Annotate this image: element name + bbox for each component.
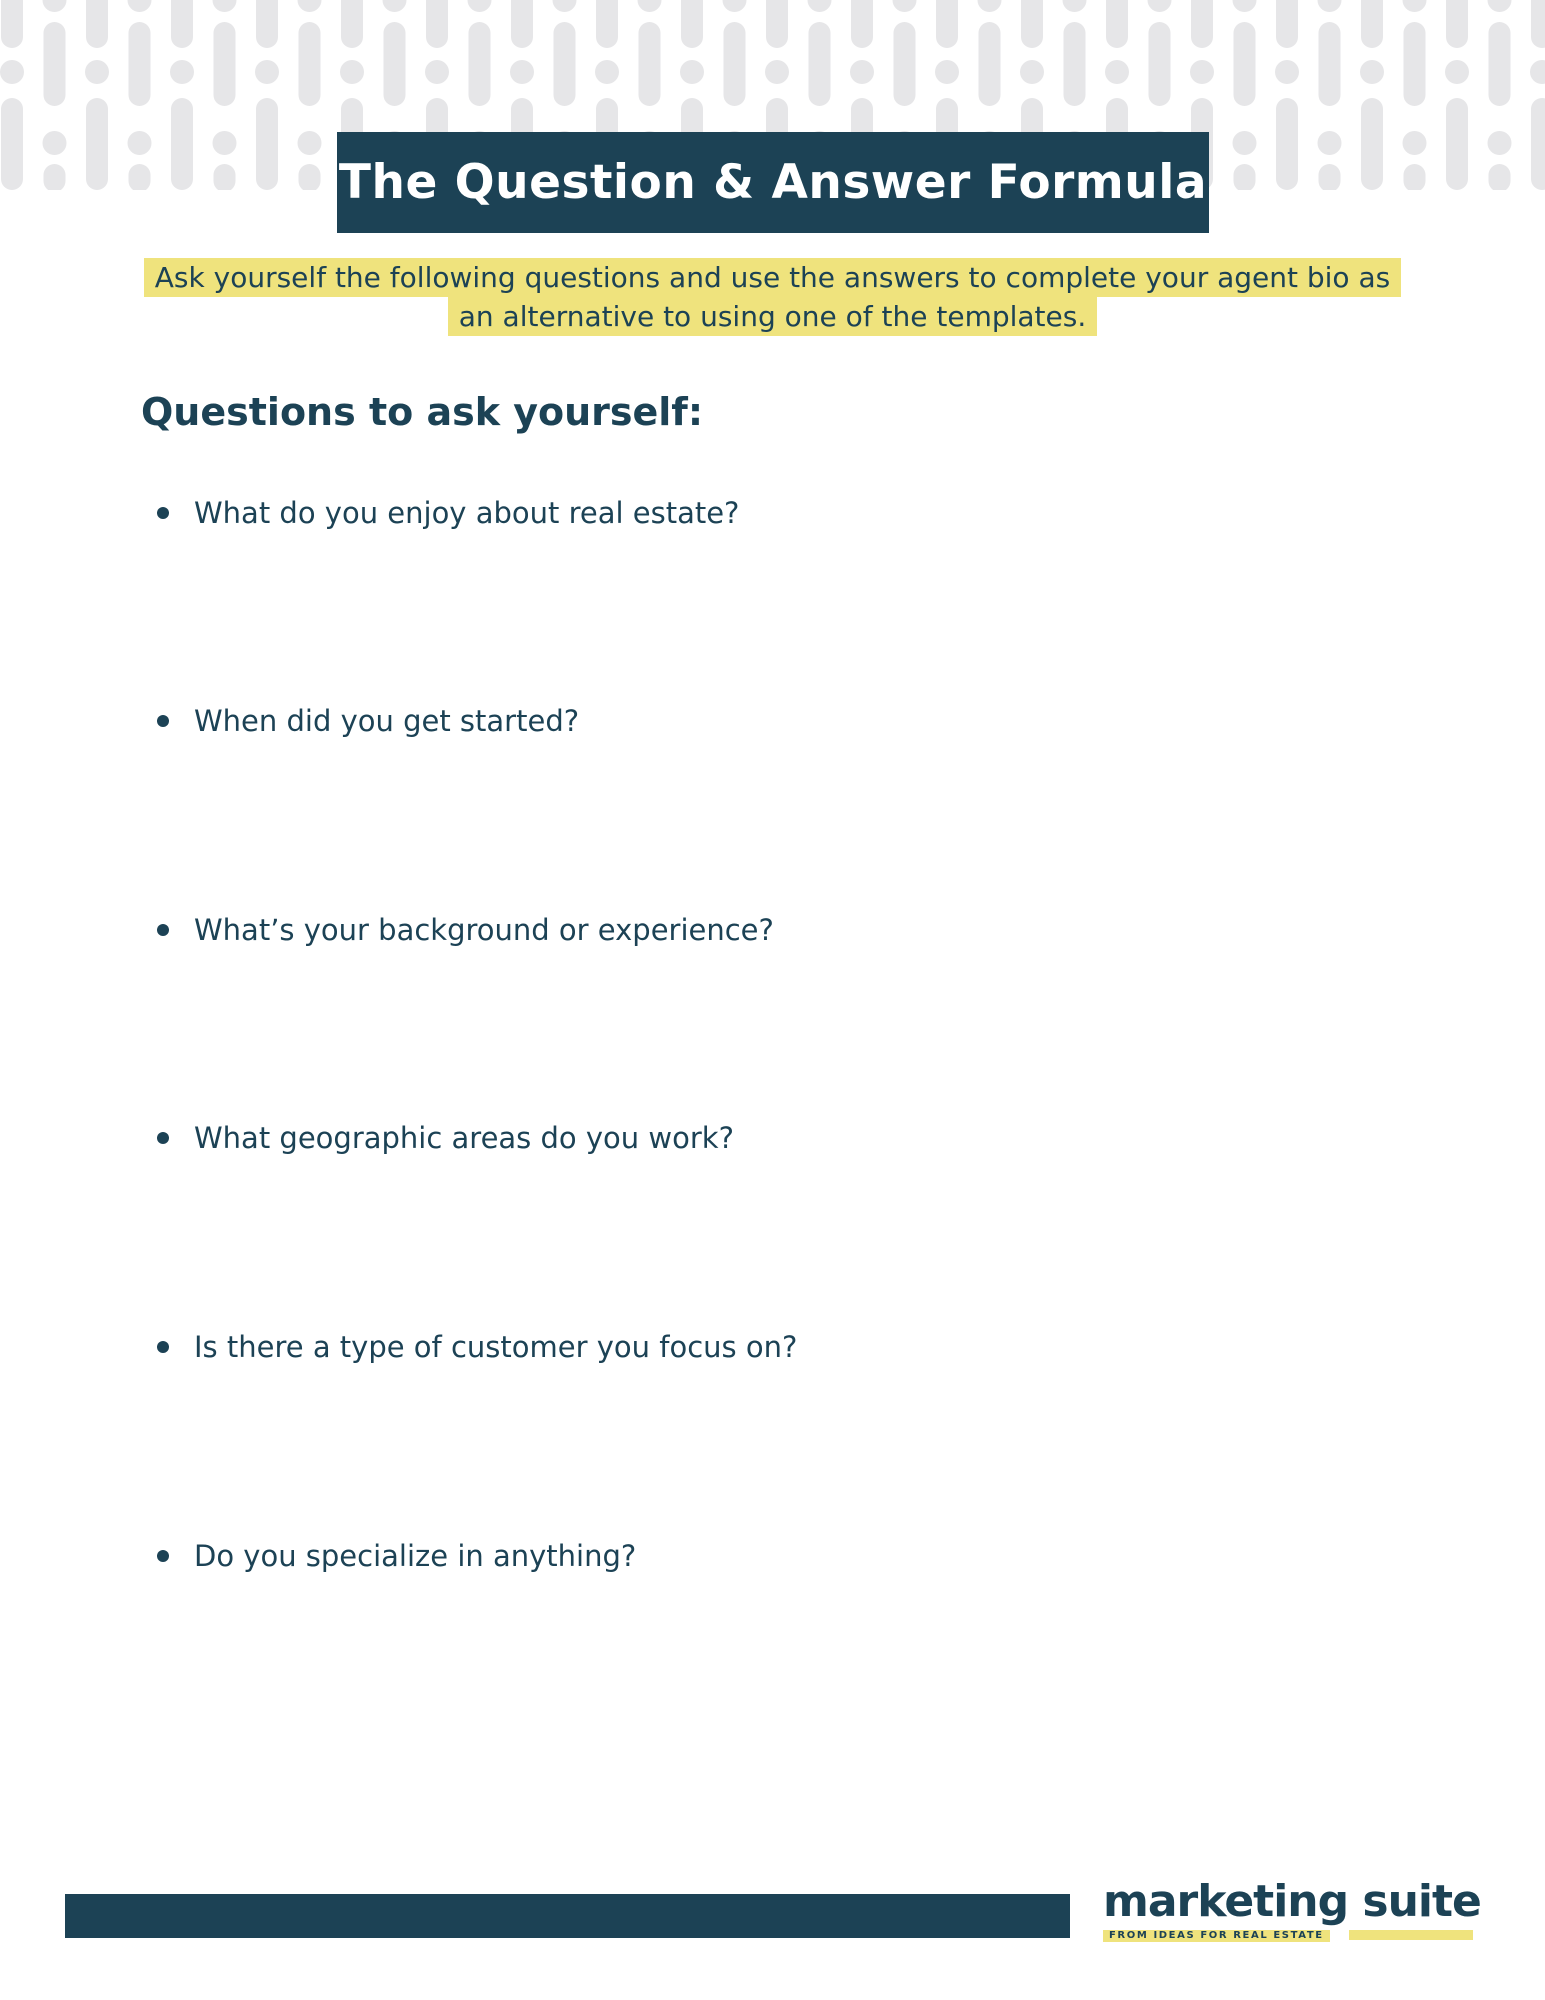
pattern-bar bbox=[894, 22, 916, 106]
pattern-bar bbox=[426, 0, 448, 48]
logo-tagline: FROM IDEAS FOR REAL ESTATE bbox=[1103, 1930, 1330, 1942]
pattern-bar bbox=[1276, 0, 1298, 48]
pattern-bar bbox=[1319, 164, 1341, 190]
pattern-bar bbox=[129, 164, 151, 190]
pattern-dot bbox=[1233, 131, 1257, 155]
pattern-dot bbox=[170, 60, 194, 84]
pattern-bar bbox=[1149, 22, 1171, 106]
page-title: The Question & Answer Formula bbox=[338, 155, 1208, 210]
pattern-dot bbox=[595, 60, 619, 84]
question-item bbox=[157, 493, 739, 533]
footer-bar bbox=[65, 1894, 1070, 1938]
pattern-bar bbox=[1531, 98, 1545, 190]
pattern-bar bbox=[1361, 0, 1383, 48]
pattern-bar bbox=[214, 22, 236, 106]
bullet-icon bbox=[157, 715, 169, 727]
pattern-bar bbox=[724, 22, 746, 106]
pattern-bar bbox=[299, 164, 321, 190]
pattern-dot bbox=[1445, 60, 1469, 84]
pattern-bar bbox=[1531, 0, 1545, 48]
pattern-dot bbox=[1105, 60, 1129, 84]
question-text: What geographic areas do you work? bbox=[194, 1121, 734, 1155]
pattern-bar bbox=[1489, 164, 1511, 190]
pattern-dot bbox=[425, 60, 449, 84]
pattern-bar bbox=[1106, 0, 1128, 48]
bullet-icon bbox=[157, 1132, 169, 1144]
question-item bbox=[157, 1118, 734, 1158]
pattern-bar bbox=[596, 0, 618, 48]
pattern-bar bbox=[129, 22, 151, 106]
question-item bbox=[157, 910, 774, 950]
pattern-bar bbox=[1021, 0, 1043, 48]
pattern-bar bbox=[766, 0, 788, 48]
pattern-bar bbox=[171, 0, 193, 48]
pattern-bar bbox=[214, 164, 236, 190]
pattern-bar bbox=[1234, 22, 1256, 106]
pattern-dot bbox=[1488, 131, 1512, 155]
brand-logo bbox=[1103, 1876, 1481, 1944]
pattern-dot bbox=[978, 0, 1002, 12]
pattern-dot bbox=[723, 0, 747, 12]
pattern-bar bbox=[1361, 98, 1383, 190]
pattern-dot bbox=[1403, 131, 1427, 155]
pattern-dot bbox=[808, 0, 832, 12]
pattern-dot bbox=[1148, 0, 1172, 12]
bullet-icon bbox=[157, 507, 169, 519]
pattern-dot bbox=[213, 131, 237, 155]
pattern-dot bbox=[935, 60, 959, 84]
question-text: Is there a type of customer you focus on? bbox=[194, 1330, 798, 1364]
pattern-bar bbox=[681, 0, 703, 48]
pattern-dot bbox=[298, 131, 322, 155]
pattern-dot bbox=[1275, 60, 1299, 84]
pattern-dot bbox=[85, 60, 109, 84]
pattern-dot bbox=[553, 0, 577, 12]
pattern-dot bbox=[1020, 60, 1044, 84]
pattern-dot bbox=[1318, 0, 1342, 12]
pattern-bar bbox=[1, 98, 23, 190]
pattern-bar bbox=[1404, 22, 1426, 106]
pattern-bar bbox=[341, 0, 363, 48]
pattern-dot bbox=[128, 131, 152, 155]
pattern-dot bbox=[510, 60, 534, 84]
pattern-dot bbox=[468, 0, 492, 12]
pattern-bar bbox=[299, 22, 321, 106]
logo-accent-bar bbox=[1349, 1930, 1473, 1940]
logo-wordmark: marketing suite bbox=[1103, 1876, 1481, 1927]
bullet-icon bbox=[157, 1341, 169, 1353]
pattern-dot bbox=[383, 0, 407, 12]
pattern-bar bbox=[44, 164, 66, 190]
pattern-dot bbox=[893, 0, 917, 12]
pattern-bar bbox=[256, 0, 278, 48]
title-banner bbox=[337, 132, 1209, 233]
question-item bbox=[157, 1536, 636, 1576]
section-heading: Questions to ask yourself: bbox=[141, 390, 704, 434]
pattern-dot bbox=[1530, 60, 1545, 84]
pattern-bar bbox=[809, 22, 831, 106]
intro-text bbox=[130, 258, 1415, 336]
pattern-bar bbox=[936, 0, 958, 48]
pattern-bar bbox=[171, 98, 193, 190]
question-text: Do you specialize in anything? bbox=[194, 1539, 637, 1573]
pattern-dot bbox=[43, 131, 67, 155]
pattern-bar bbox=[511, 0, 533, 48]
question-text: What do you enjoy about real estate? bbox=[194, 496, 740, 530]
pattern-bar bbox=[1064, 22, 1086, 106]
pattern-bar bbox=[979, 22, 1001, 106]
pattern-dot bbox=[1488, 0, 1512, 12]
pattern-dot bbox=[0, 60, 24, 84]
pattern-bar bbox=[44, 22, 66, 106]
bullet-icon bbox=[157, 924, 169, 936]
pattern-bar bbox=[1276, 98, 1298, 190]
question-item bbox=[157, 1327, 797, 1367]
pattern-dot bbox=[1360, 60, 1384, 84]
pattern-dot bbox=[340, 60, 364, 84]
pattern-bar bbox=[469, 22, 491, 106]
pattern-dot bbox=[43, 0, 67, 12]
pattern-dot bbox=[638, 0, 662, 12]
pattern-bar bbox=[256, 98, 278, 190]
pattern-bar bbox=[86, 0, 108, 48]
pattern-bar bbox=[86, 98, 108, 190]
pattern-dot bbox=[1063, 0, 1087, 12]
pattern-bar bbox=[1446, 0, 1468, 48]
pattern-dot bbox=[1233, 0, 1257, 12]
pattern-dot bbox=[1403, 0, 1427, 12]
pattern-dot bbox=[1318, 131, 1342, 155]
pattern-bar bbox=[1404, 164, 1426, 190]
pattern-dot bbox=[765, 60, 789, 84]
pattern-dot bbox=[298, 0, 322, 12]
question-item bbox=[157, 701, 579, 741]
pattern-bar bbox=[554, 22, 576, 106]
pattern-bar bbox=[851, 0, 873, 48]
pattern-bar bbox=[639, 22, 661, 106]
pattern-dot bbox=[680, 60, 704, 84]
question-text: When did you get started? bbox=[194, 704, 580, 738]
pattern-dot bbox=[1190, 60, 1214, 84]
question-text: What’s your background or experience? bbox=[194, 913, 774, 947]
pattern-bar bbox=[1234, 164, 1256, 190]
pattern-dot bbox=[128, 0, 152, 12]
pattern-dot bbox=[850, 60, 874, 84]
intro-highlight: Ask yourself the following questions and use the answers to complete your agent bio as an alternative to using one of the templates. bbox=[144, 258, 1401, 336]
pattern-bar bbox=[1489, 22, 1511, 106]
pattern-bar bbox=[1446, 98, 1468, 190]
bullet-icon bbox=[157, 1550, 169, 1562]
pattern-bar bbox=[1319, 22, 1341, 106]
pattern-dot bbox=[213, 0, 237, 12]
pattern-bar bbox=[1, 0, 23, 48]
pattern-bar bbox=[1191, 0, 1213, 48]
pattern-bar bbox=[384, 22, 406, 106]
pattern-dot bbox=[255, 60, 279, 84]
